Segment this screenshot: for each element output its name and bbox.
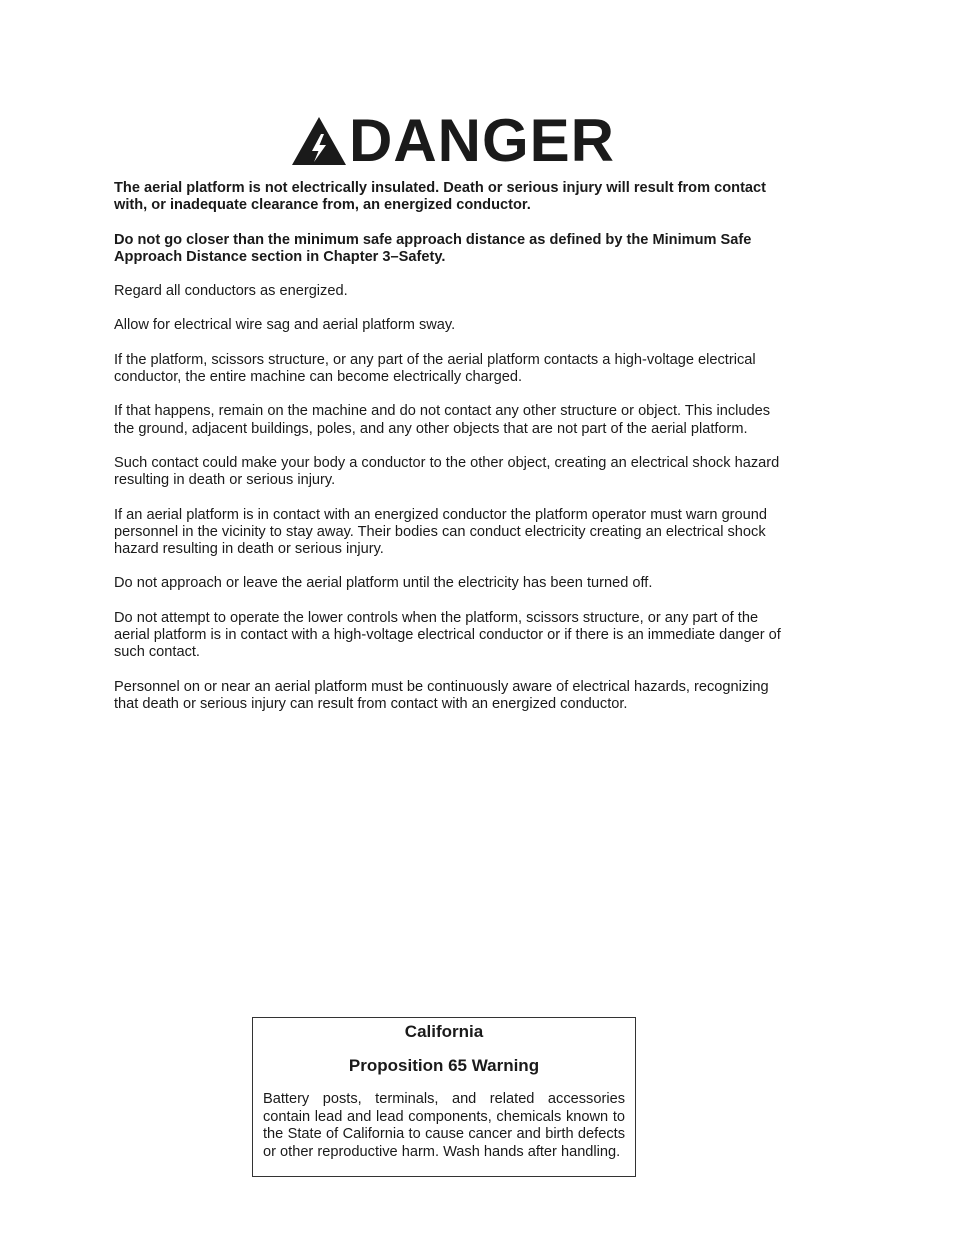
warning-paragraph: If an aerial platform is in contact with an energized conductor the platform operator must warn ground personnel in the vicinity to stay away. Their bodies can conduct electricity creating an electrical shock hazard resulting in death or serious injury. [114, 506, 768, 558]
prop65-subtitle: Proposition 65 Warning [348, 1056, 540, 1075]
warning-paragraph: If that happens, remain on the machine and do not contact any other structure or object. This includes the ground, adjacent buildings, poles, and any other objects that are not part of the aerial platform. [114, 403, 771, 437]
prop65-body: Battery posts, terminals, and related accessories contain lead and lead components, chemicals known to the State of California to cause cancer and birth defects or other reproductive harm. Wash hands after handling. [263, 1091, 625, 1160]
electrical-hazard-triangle-icon [291, 115, 347, 167]
warning-bold-paragraph: Do not go closer than the minimum safe approach distance as defined by the Minimum Safe Approach Distance section in Chapter 3–Safety. [114, 231, 752, 265]
warning-paragraph: Allow for electrical wire sag and aerial platform sway. [114, 317, 456, 334]
warning-content [114, 180, 787, 730]
warning-paragraph: Regard all conductors as energized. [114, 283, 348, 300]
warning-paragraph: If the platform, scissors structure, or any part of the aerial platform contacts a high-voltage electrical conductor, the entire machine can become electrically charged. [114, 351, 756, 386]
prop65-title: California [404, 1022, 484, 1041]
warning-bold-paragraph: The aerial platform is not electrically insulated. Death or serious injury will result from contact with, or inadequate clearance from, an energized conductor. [114, 180, 767, 214]
prop65-warning-box [252, 1017, 636, 1177]
warning-paragraph: Do not attempt to operate the lower controls when the platform, scissors structure, or any part of the aerial platform is in contact with a high-voltage electrical conductor or if there is an immediate danger of such contact. [114, 609, 781, 661]
danger-title: DANGER [349, 107, 616, 174]
warning-paragraph: Personnel on or near an aerial platform must be continuously aware of electrical hazards, recognizing that death or serious injury can result from contact with an energized conductor. [114, 678, 769, 712]
warning-paragraph: Such contact could make your body a conductor to the other object, creating an electrical shock hazard resulting in death or serious injury. [114, 454, 780, 489]
danger-header [291, 107, 616, 174]
warning-paragraph: Do not approach or leave the aerial platform until the electricity has been turned off. [114, 575, 653, 592]
